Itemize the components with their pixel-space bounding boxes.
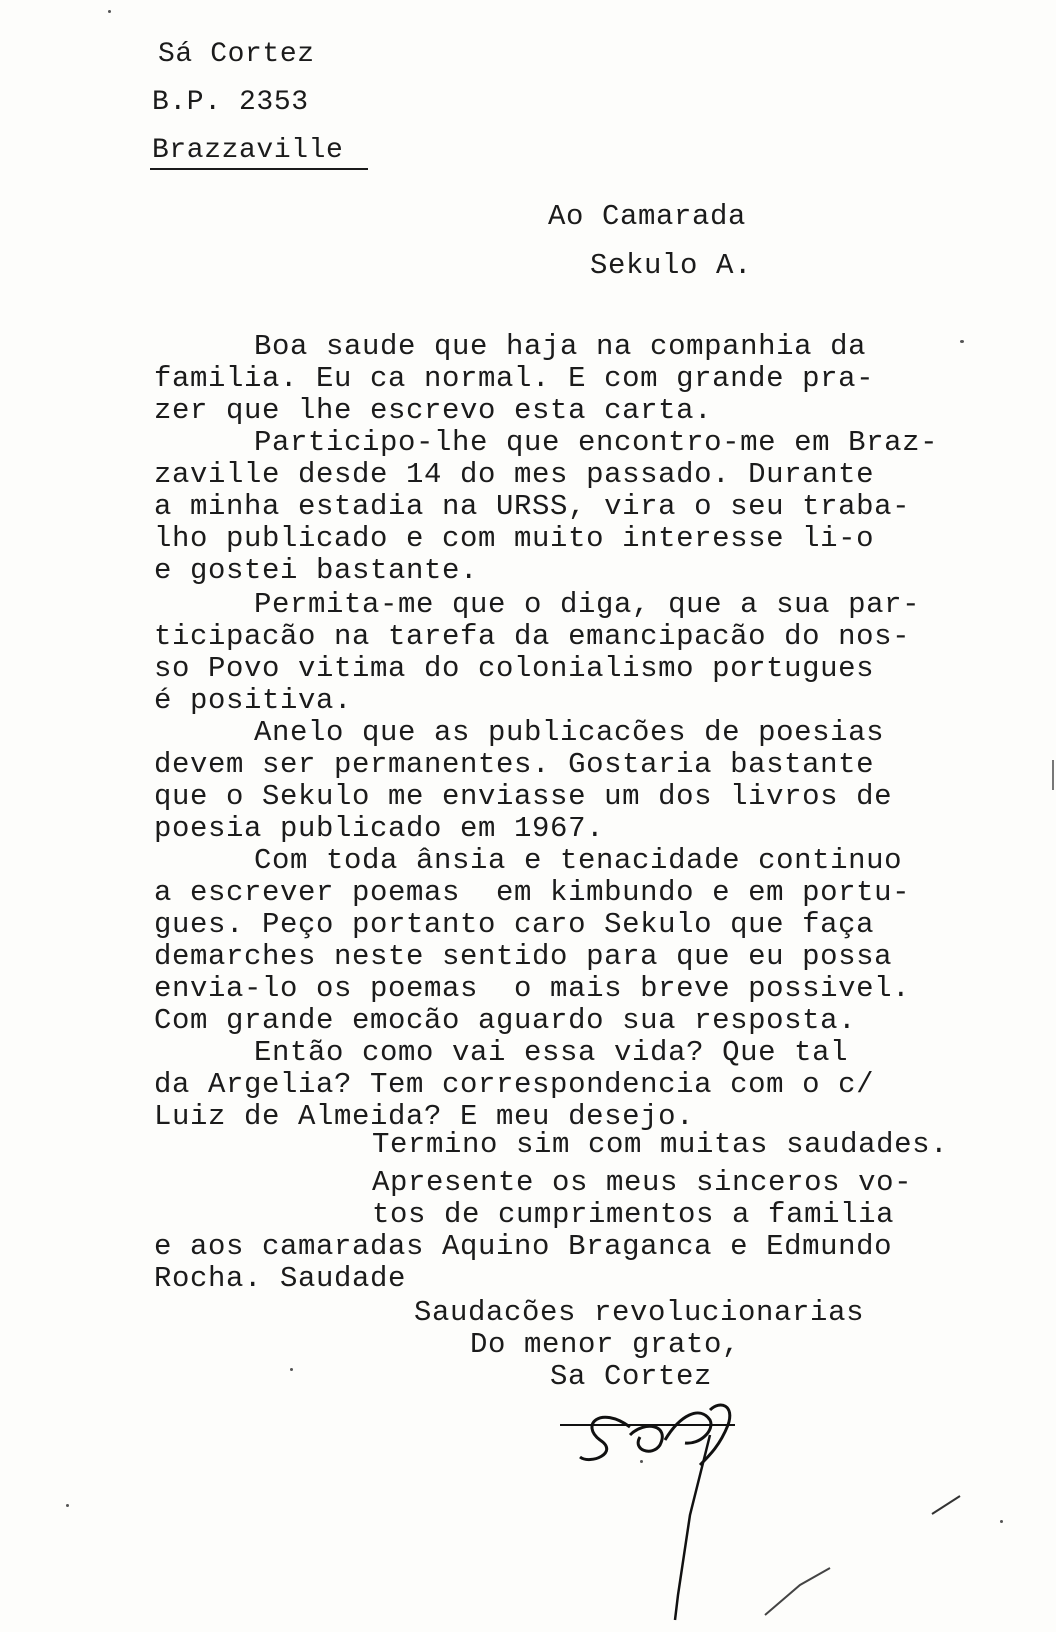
scan-speck bbox=[108, 10, 111, 13]
salutation-line-1: Ao Camarada bbox=[548, 200, 747, 233]
body-line: Com grande emocão aguardo sua resposta. bbox=[154, 1004, 857, 1037]
body-line: a escrever poemas em kimbundo e em portu- bbox=[154, 876, 911, 909]
body-line: e gostei bastante. bbox=[154, 554, 479, 587]
body-line: so Povo vitima do colonialismo portugues bbox=[154, 652, 875, 685]
body-line: Rocha. Saudade bbox=[154, 1262, 407, 1295]
body-line: Luiz de Almeida? E meu desejo. bbox=[154, 1100, 695, 1133]
body-line: e aos camaradas Aquino Braganca e Edmundo bbox=[154, 1230, 893, 1263]
body-line: poesia publicado em 1967. bbox=[154, 812, 605, 845]
body-line: da Argelia? Tem correspondencia com o c/ bbox=[154, 1068, 875, 1101]
body-line: zer que lhe escrevo esta carta. bbox=[154, 394, 713, 427]
city-underline bbox=[150, 168, 368, 170]
body-line: Boa saude que haja na companhia da bbox=[254, 330, 867, 363]
closing-line-1: Saudacões revolucionarias bbox=[414, 1296, 865, 1329]
body-line: devem ser permanentes. Gostaria bastante bbox=[154, 748, 875, 781]
body-line: a minha estadia na URSS, vira o seu traba- bbox=[154, 490, 911, 523]
scan-speck bbox=[640, 1460, 643, 1463]
body-line: Termino sim com muitas saudades. bbox=[372, 1128, 949, 1161]
pen-stroke-mark bbox=[930, 1490, 970, 1520]
body-line: demarches neste sentido para que eu possa bbox=[154, 940, 893, 973]
scan-speck bbox=[66, 1504, 69, 1507]
body-line: zaville desde 14 do mes passado. Durante bbox=[154, 458, 875, 491]
body-line: Então como vai essa vida? Que tal bbox=[254, 1036, 849, 1069]
scan-speck bbox=[960, 340, 964, 343]
body-line: Anelo que as publicacões de poesias bbox=[254, 716, 885, 749]
salutation-line-2: Sekulo A. bbox=[590, 249, 753, 282]
body-line: tos de cumprimentos a familia bbox=[372, 1198, 895, 1231]
handwritten-signature bbox=[560, 1395, 760, 1625]
body-line: Permita-me que o diga, que a sua par- bbox=[254, 588, 921, 621]
body-line: Apresente os meus sinceros vo- bbox=[372, 1166, 913, 1199]
pen-stroke-mark bbox=[760, 1560, 840, 1620]
body-line: familia. Eu ca normal. E com grande pra- bbox=[154, 362, 875, 395]
typed-signature: Sa Cortez bbox=[550, 1360, 713, 1393]
body-line: Participo-lhe que encontro-me em Braz- bbox=[254, 426, 939, 459]
scan-edge-mark bbox=[1052, 760, 1054, 790]
body-line: é positiva. bbox=[154, 684, 353, 717]
body-line: Com toda ânsia e tenacidade continuo bbox=[254, 844, 903, 877]
body-line: lho publicado e com muito interesse li-o bbox=[154, 522, 875, 555]
scan-speck bbox=[1000, 1520, 1003, 1523]
sender-name: Sá Cortez bbox=[158, 39, 315, 70]
sender-address: B.P. 2353 bbox=[152, 87, 309, 118]
body-line: gues. Peço portanto caro Sekulo que faça bbox=[154, 908, 875, 941]
body-line: ticipacão na tarefa da emancipacão do nos- bbox=[154, 620, 911, 653]
closing-line-2: Do menor grato, bbox=[470, 1328, 741, 1361]
sender-city: Brazzaville bbox=[152, 135, 344, 166]
body-line: envia-lo os poemas o mais breve possivel. bbox=[154, 972, 911, 1005]
body-line: que o Sekulo me enviasse um dos livros de bbox=[154, 780, 893, 813]
scan-speck bbox=[290, 1368, 293, 1371]
